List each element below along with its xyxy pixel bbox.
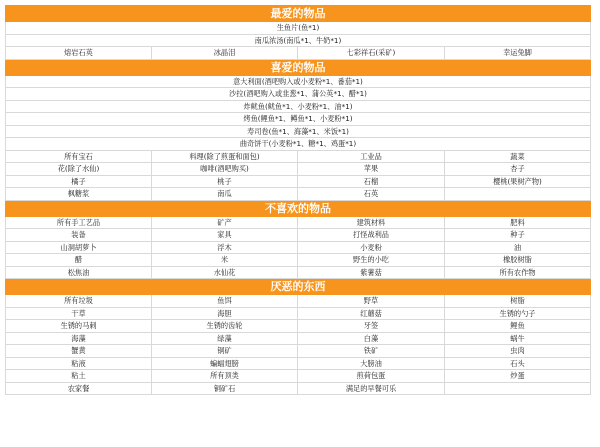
item-cell: 樱桃(果树产物) bbox=[445, 175, 591, 188]
item-cell: 树脂 bbox=[445, 295, 591, 308]
recipe-cell: 炸鱿鱼(鱿鱼*1、小麦粉*1、油*1) bbox=[6, 100, 591, 113]
item-cell: 熔岩石英 bbox=[6, 47, 152, 60]
gift-table-body bbox=[6, 6, 591, 395]
item-cell: 所有手工艺品 bbox=[6, 216, 152, 229]
item-cell: 南瓜 bbox=[152, 188, 298, 201]
item-cell: 打怪战利品 bbox=[298, 229, 445, 242]
item-row bbox=[6, 357, 591, 370]
recipe-cell: 意大利面(酒吧购入或小麦粉*1、番茄*1) bbox=[6, 75, 591, 88]
item-cell: 工业品 bbox=[298, 150, 445, 163]
item-cell: 所有顶类 bbox=[152, 370, 298, 383]
section-header-row bbox=[6, 279, 591, 295]
item-row bbox=[6, 382, 591, 395]
item-cell: 煎荷包蛋 bbox=[298, 370, 445, 383]
section-header-row bbox=[6, 6, 591, 22]
section-header-row bbox=[6, 59, 591, 75]
item-cell: 红蘑菇 bbox=[298, 307, 445, 320]
item-cell: 肥料 bbox=[445, 216, 591, 229]
item-cell: 蔬菜 bbox=[445, 150, 591, 163]
item-row bbox=[6, 175, 591, 188]
item-cell: 杏子 bbox=[445, 163, 591, 176]
item-row bbox=[6, 345, 591, 358]
item-cell: 鱼饵 bbox=[152, 295, 298, 308]
item-cell: 野草 bbox=[298, 295, 445, 308]
item-cell: 幸运兔脚 bbox=[445, 47, 591, 60]
item-row bbox=[6, 320, 591, 333]
item-cell: 石榴 bbox=[298, 175, 445, 188]
recipe-cell: 曲奇饼干(小麦粉*1、糖*1、鸡蛋*1) bbox=[6, 138, 591, 151]
item-cell: 生锈的勺子 bbox=[445, 307, 591, 320]
item-cell: 粘土 bbox=[6, 370, 152, 383]
gift-table bbox=[5, 5, 591, 395]
section-title: 厌恶的东西 bbox=[6, 279, 591, 295]
item-cell: 松焦油 bbox=[6, 266, 152, 279]
item-cell: 生锈的齿轮 bbox=[152, 320, 298, 333]
recipe-row bbox=[6, 113, 591, 126]
item-cell: 满足的早餐可乐 bbox=[298, 382, 445, 395]
item-cell: 醋 bbox=[6, 254, 152, 267]
item-cell: 花(除了水仙) bbox=[6, 163, 152, 176]
recipe-row bbox=[6, 22, 591, 35]
item-cell: 海胆 bbox=[152, 307, 298, 320]
item-row bbox=[6, 370, 591, 383]
item-cell: 干草 bbox=[6, 307, 152, 320]
recipe-row bbox=[6, 88, 591, 101]
item-cell: 农家餐 bbox=[6, 382, 152, 395]
recipe-row bbox=[6, 34, 591, 47]
item-cell: 种子 bbox=[445, 229, 591, 242]
item-cell: 橡胶树脂 bbox=[445, 254, 591, 267]
section-title: 不喜欢的物品 bbox=[6, 200, 591, 216]
item-row bbox=[6, 307, 591, 320]
item-row bbox=[6, 188, 591, 201]
recipe-row bbox=[6, 75, 591, 88]
item-cell: 装备 bbox=[6, 229, 152, 242]
recipe-row bbox=[6, 138, 591, 151]
item-cell: 苹果 bbox=[298, 163, 445, 176]
item-cell: 野生的小吃 bbox=[298, 254, 445, 267]
item-row bbox=[6, 295, 591, 308]
recipe-cell: 生鱼片(鱼*1) bbox=[6, 22, 591, 35]
item-cell: 铜矿石 bbox=[152, 382, 298, 395]
recipe-cell: 南瓜浓汤(南瓜*1、牛奶*1) bbox=[6, 34, 591, 47]
item-cell: 浮木 bbox=[152, 241, 298, 254]
item-cell: 蝙蝠翅膀 bbox=[152, 357, 298, 370]
item-cell: 山洞胡萝卜 bbox=[6, 241, 152, 254]
item-cell: 桃子 bbox=[152, 175, 298, 188]
item-row bbox=[6, 216, 591, 229]
item-cell: 矿产 bbox=[152, 216, 298, 229]
item-cell: 枫糖浆 bbox=[6, 188, 152, 201]
item-cell: 石头 bbox=[445, 357, 591, 370]
recipe-row bbox=[6, 125, 591, 138]
item-row bbox=[6, 47, 591, 60]
item-cell: 水仙花 bbox=[152, 266, 298, 279]
item-cell: 紫薯菇 bbox=[298, 266, 445, 279]
recipe-cell: 烤鱼(鲤鱼*1、鳟鱼*1、小麦粉*1) bbox=[6, 113, 591, 126]
item-cell: 白藻 bbox=[298, 332, 445, 345]
section-header-row bbox=[6, 200, 591, 216]
item-cell: 石英 bbox=[298, 188, 445, 201]
item-cell: 大膀油 bbox=[298, 357, 445, 370]
item-cell: 绿藻 bbox=[152, 332, 298, 345]
item-cell: 鲤鱼 bbox=[445, 320, 591, 333]
section-title: 喜爱的物品 bbox=[6, 59, 591, 75]
recipe-cell: 沙拉(酒吧购入或韭葱*1、蒲公英*1、醋*1) bbox=[6, 88, 591, 101]
item-cell: 米 bbox=[152, 254, 298, 267]
item-row bbox=[6, 332, 591, 345]
item-cell bbox=[445, 382, 591, 395]
item-cell: 炒蛋 bbox=[445, 370, 591, 383]
item-cell: 所有农作物 bbox=[445, 266, 591, 279]
item-cell: 建筑材料 bbox=[298, 216, 445, 229]
item-cell: 海藻 bbox=[6, 332, 152, 345]
item-cell: 橘子 bbox=[6, 175, 152, 188]
item-cell: 七彩祥石(采矿) bbox=[298, 47, 445, 60]
item-cell: 咖啡(酒吧购买) bbox=[152, 163, 298, 176]
item-row bbox=[6, 266, 591, 279]
item-cell: 所有垃圾 bbox=[6, 295, 152, 308]
item-cell: 铁矿 bbox=[298, 345, 445, 358]
item-cell: 冰晶泪 bbox=[152, 47, 298, 60]
section-title: 最爱的物品 bbox=[6, 6, 591, 22]
item-row bbox=[6, 163, 591, 176]
item-cell: 蜗牛 bbox=[445, 332, 591, 345]
item-cell: 小麦粉 bbox=[298, 241, 445, 254]
item-cell: 虫肉 bbox=[445, 345, 591, 358]
item-row bbox=[6, 150, 591, 163]
item-cell: 铜矿 bbox=[152, 345, 298, 358]
recipe-row bbox=[6, 100, 591, 113]
item-cell: 粘液 bbox=[6, 357, 152, 370]
item-cell bbox=[445, 188, 591, 201]
item-cell: 生锈的马刺 bbox=[6, 320, 152, 333]
recipe-cell: 寿司卷(鱼*1、海藻*1、米饭*1) bbox=[6, 125, 591, 138]
item-row bbox=[6, 241, 591, 254]
gift-table-wrapper bbox=[5, 5, 590, 395]
item-cell: 料理(除了煎蛋和面包) bbox=[152, 150, 298, 163]
item-row bbox=[6, 254, 591, 267]
item-cell: 所有宝石 bbox=[6, 150, 152, 163]
item-cell: 油 bbox=[445, 241, 591, 254]
item-cell: 蟹黄 bbox=[6, 345, 152, 358]
item-cell: 家具 bbox=[152, 229, 298, 242]
item-cell: 牙签 bbox=[298, 320, 445, 333]
item-row bbox=[6, 229, 591, 242]
